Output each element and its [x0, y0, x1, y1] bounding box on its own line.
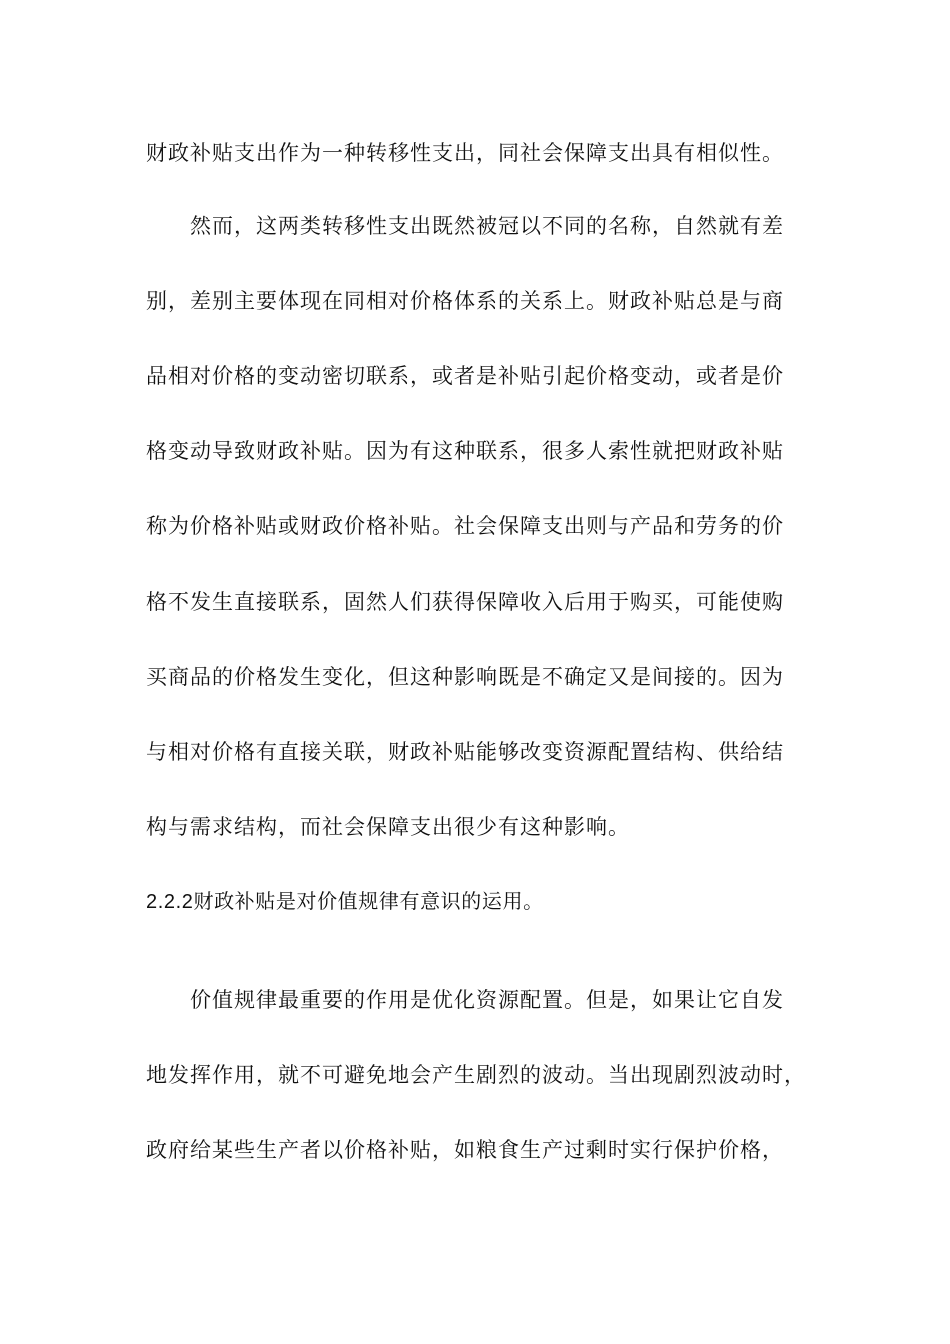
- paragraph-line: 格变动导致财政补贴。因为有这种联系，很多人索性就把财政补贴: [146, 439, 784, 463]
- paragraph-line: 价值规律最重要的作用是优化资源配置。但是，如果让它自发: [190, 988, 784, 1012]
- section-title: 财政补贴是对价值规律有意识的运用。: [193, 891, 544, 913]
- paragraph-line: 政府给某些生产者以价格补贴，如粮食生产过剩时实行保护价格，: [146, 1138, 784, 1162]
- section-number: 2.2.2: [146, 891, 194, 913]
- paragraph-line: 品相对价格的变动密切联系，或者是补贴引起价格变动，或者是价: [146, 364, 784, 388]
- paragraph-line: 买商品的价格发生变化，但这种影响既是不确定又是间接的。因为: [146, 665, 784, 689]
- paragraph-line: 地发挥作用，就不可避免地会产生剧烈的波动。当出现剧烈波动时，: [146, 1063, 806, 1087]
- paragraph-line: 格不发生直接联系，固然人们获得保障收入后用于购买，可能使购: [146, 590, 784, 614]
- paragraph-line: 构与需求结构，而社会保障支出很少有这种影响。: [146, 815, 630, 839]
- paragraph-line: 称为价格补贴或财政价格补贴。社会保障支出则与产品和劳务的价: [146, 514, 784, 538]
- paragraph-line: 与相对价格有直接关联，财政补贴能够改变资源配置结构、供给结: [146, 740, 784, 764]
- section-heading: [146, 888, 544, 916]
- paragraph-line: 财政补贴支出作为一种转移性支出，同社会保障支出具有相似性。: [146, 141, 784, 165]
- paragraph-line: 别，差别主要体现在同相对价格体系的关系上。财政补贴总是与商: [146, 289, 784, 313]
- paragraph-line: 然而，这两类转移性支出既然被冠以不同的名称，自然就有差: [190, 214, 784, 238]
